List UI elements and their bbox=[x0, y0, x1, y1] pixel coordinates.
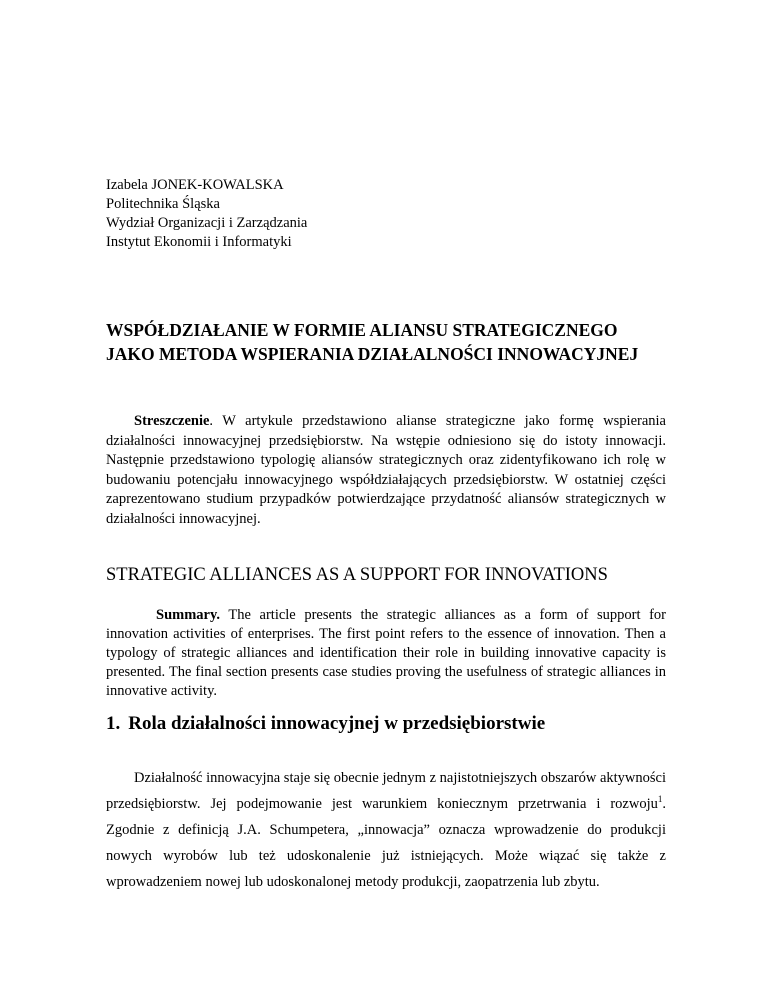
section-title: Rola działalności innowacyjnej w przedsiębiorstwie bbox=[128, 713, 546, 734]
author-university: Politechnika Śląska bbox=[106, 196, 220, 212]
abstract-polish-label: Streszczenie bbox=[134, 413, 210, 429]
abstract-english bbox=[106, 606, 666, 701]
paragraph-text-start: Działalność innowacyjna staje się obecnie jednym z najistotniejszych obszarów aktywności przedsiębiorstw. Jej podejmowanie jest warunkiem koniecznym przetrwania i rozwoju bbox=[106, 770, 666, 812]
author-block bbox=[106, 176, 307, 252]
paper-title-polish-line1: WSPÓŁDZIAŁANIE W FORMIE ALIANSU STRATEGICZNEGO bbox=[106, 320, 618, 340]
footnote-reference[interactable]: 1 bbox=[657, 794, 663, 804]
paragraph-text-end: . Zgodnie z definicją J.A. Schumpetera, „innowacja” oznacza wprowadzenie do produkcji nowych wyrobów lub też udoskonalenie już istniejących. Może wiązać się także z wprowadzeniem nowej lub udoskonalonej metody produkcji, zaopatrzenia lub zbytu. bbox=[106, 796, 666, 890]
paper-title-polish-line2: JAKO METODA WSPIERANIA DZIAŁALNOŚCI INNOWACYJNEJ bbox=[106, 344, 639, 364]
abstract-polish bbox=[106, 412, 666, 529]
section-paragraph bbox=[106, 765, 666, 895]
abstract-english-label: Summary. bbox=[156, 607, 221, 623]
section-heading bbox=[106, 712, 545, 736]
abstract-polish-text: . W artykule przedstawiono alianse strategiczne jako formę wspierania działalności innowacyjnej przedsiębiorstw. Na wstępie odniesiono się do istoty innowacji. Następnie przedstawiono typologię aliansów strategicznych oraz zidentyfikowano ich rolę w budowaniu potencjału innowacyjnego współdziałających przedsiębiorstw. W ostatniej części zaprezentowano studium przypadków potwierdzające przydatność aliansów strategicznych w działalności innowacyjnej. bbox=[106, 413, 666, 527]
author-institute: Instytut Ekonomii i Informatyki bbox=[106, 234, 292, 250]
paper-title-polish bbox=[106, 318, 666, 366]
section-number: 1. bbox=[106, 713, 121, 734]
abstract-english-text: The article presents the strategic alliances as a form of support for innovation activities of enterprises. The first point refers to the essence of innovation. Then a typology of strategic alliances and identification their role in building innovative capacity is presented. The final section presents case studies proving the usefulness of strategic alliances in innovative activity. bbox=[106, 607, 666, 699]
author-name: Izabela JONEK-KOWALSKA bbox=[106, 177, 284, 193]
author-faculty: Wydział Organizacji i Zarządzania bbox=[106, 215, 308, 231]
paper-title-english: STRATEGIC ALLIANCES AS A SUPPORT FOR INNOVATIONS bbox=[106, 565, 608, 585]
